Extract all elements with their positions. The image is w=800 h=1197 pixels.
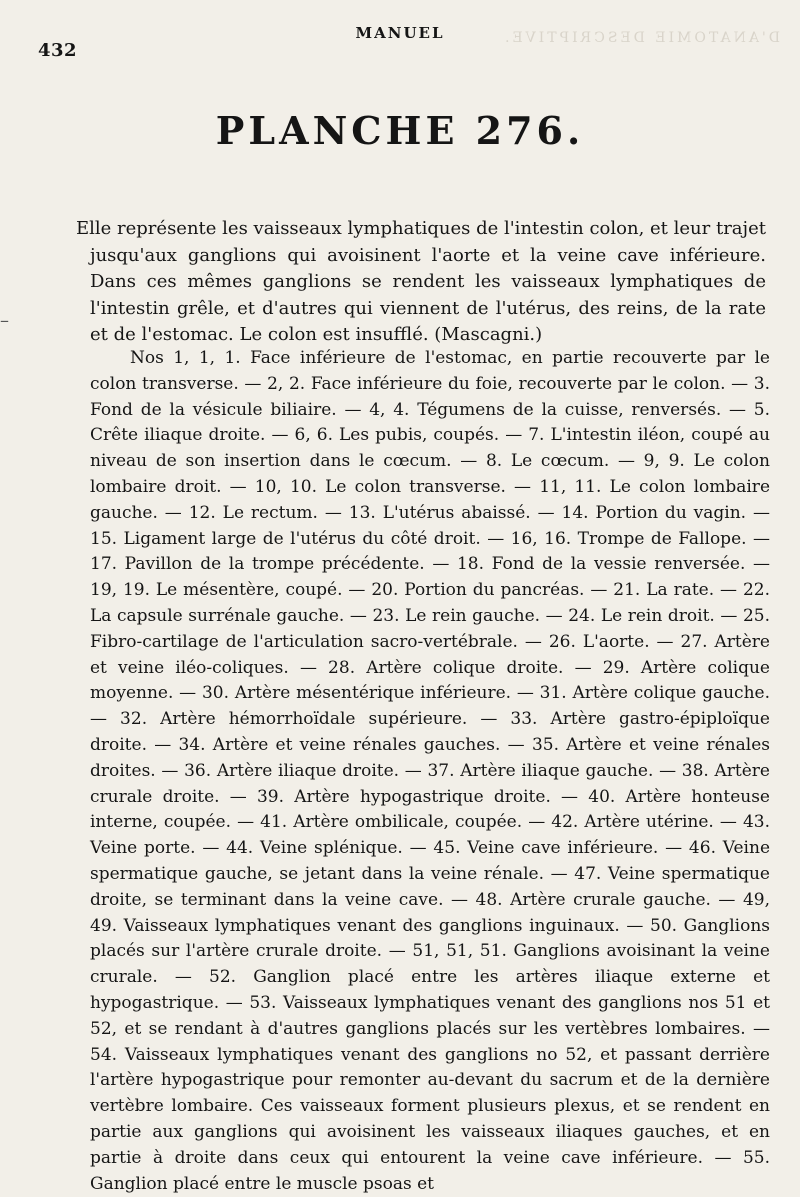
margin-mark: – bbox=[0, 310, 9, 331]
intro-paragraph: Elle représente les vaisseaux lymphatiques de l'intestin colon, et leur trajet jusqu'aux ganglions qui avoisinent l'aorte et la veine cave inférieure. Dans ces mêmes ganglions se rendent les vaisseaux lymphatiques de l'intestin grêle, et d'autres qui viennent de l'utérus, des reins, de la rate et de l'estomac. Le colon est insufflé. (Mascagni.) bbox=[76, 218, 766, 345]
plate-title: PLANCHE 276. bbox=[215, 108, 585, 153]
running-head: MANUEL bbox=[355, 24, 445, 42]
legend-paragraph bbox=[90, 346, 770, 1197]
legend-text: Nos 1, 1, 1. Face inférieure de l'estomac, en partie recouverte par le colon transverse. — 2, 2. Face inférieure du foie, recouverte par le colon. — 3. Fond de la vésicule biliaire. — 4, 4. Tégumens de la cuisse, renversés. — 5. Crête iliaque droite. — 6, 6. Les pubis, coupés. — 7. L'intestin iléon, coupé au niveau de son insertion dans le cœcum. — 8. Le cœcum. — 9, 9. Le colon lombaire droit. — 10, 10. Le colon transverse. — 11, 11. Le colon lombaire gauche. — 12. Le rectum. — 13. L'utérus abaissé. — 14. Portion du vagin. — 15. Ligament large de l'utérus du côté droit. — 16, 16. Trompe de Fallope. — 17. Pavillon de la trompe précédente. — 18. Fond de la vessie renversée. — 19, 19. Le mésentère, coupé. — 20. Portion du pancréas. — 21. La rate. — 22. La capsule surrénale gauche. — 23. Le rein gauche. — 24. Le rein droit. — 25. Fibro-cartilage de l'articulation sacro-vertébrale. — 26. L'aorte. — 27. Artère et veine iléo-coliques. — 28. Artère colique droite. — 29. Artère colique moyenne. — 30. Artère mésentérique inférieure. — 31. Artère colique gauche. — 32. Artère hémorrhoïdale supérieure. — 33. Artère gastro-épiploïque droite. — 34. Artère et veine rénales gauches. — 35. Artère et veine rénales droites. — 36. Artère iliaque droite. — 37. Artère iliaque gauche. — 38. Artère crurale droite. — 39. Artère hypogastrique droite. — 40. Artère honteuse interne, coupée. — 41. Artère ombilicale, coupée. — 42. Artère utérine. — 43. Veine porte. — 44. Veine splénique. — 45. Veine cave inférieure. — 46. Veine spermatique gauche, se jetant dans la veine rénale. — 47. Veine spermatique droite, se terminant dans la veine cave. — 48. Artère crurale gauche. — 49, 49. Vaisseaux lymphatiques venant des ganglions inguinaux. — 50. Ganglions placés sur l'artère crurale droite. — 51, 51, 51. Ganglions avoisinant la veine crurale. — 52. Ganglion placé entre les artères iliaque externe et hypogastrique. — 53. Vaisseaux lymphatiques venant des ganglions nos 51 et 52, et se rendant à d'autres ganglions placés sur les vertèbres lombaires. — 54. Vaisseaux lymphatiques venant des ganglions no 52, et passant derrière l'artère hypogastrique pour remonter au-devant du sacrum et de la dernière vertèbre lombaire. Ces vaisseaux forment plusieurs plexus, et se rendent en partie aux ganglions qui avoisinent les vaisseaux iliaques gauches, et en partie à droite dans ceux qui entourent la veine cave inférieure. — 55. Ganglion placé entre le muscle psoas et bbox=[90, 348, 770, 1194]
bleed-through-text: D'ANATOMIE DESCRIPTIVE. bbox=[501, 30, 780, 46]
page-number: 432 bbox=[38, 40, 78, 61]
